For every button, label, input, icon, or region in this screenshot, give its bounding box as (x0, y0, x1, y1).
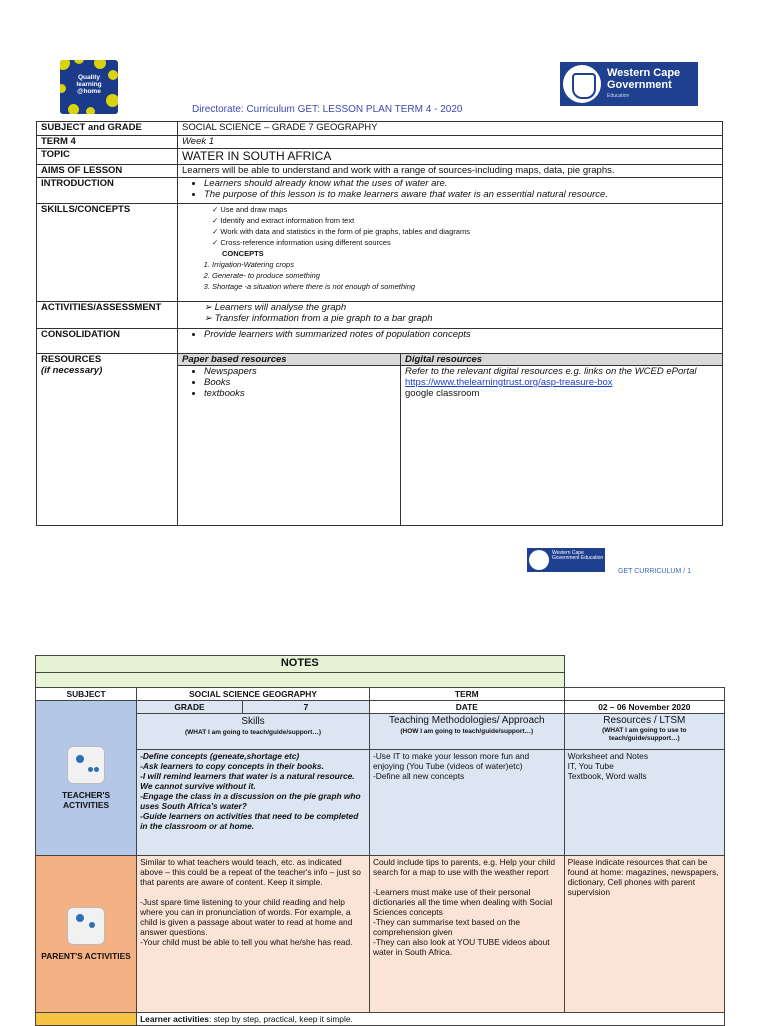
list-item: ✓ Identify and extract information from text (212, 215, 718, 226)
parent-activities-cell: PARENT'S ACTIVITIES (36, 856, 137, 1013)
notes-subject-value: SOCIAL SCIENCE GEOGRAPHY (137, 688, 370, 701)
digital-resources-content: Refer to the relevant digital resources e.g. links on the WCED ePortal https://www.thelearningtrust.org/asp-treasure-box google classroom (401, 366, 723, 526)
treasure-box-link[interactable]: https://www.thelearningtrust.org/asp-treasure-box (405, 377, 613, 388)
teacher-method-cell: -Use IT to make your lesson more fun and enjoying (You Tube (videos of water)etc) -Define all new concepts (369, 750, 564, 856)
consolidation-content (178, 329, 723, 354)
notes-title: NOTES (36, 656, 565, 673)
footer-page-label: GET CURRICULUM / 1 (618, 568, 691, 575)
list-item: ➢ Transfer information from a pie graph to a bar graph (204, 313, 433, 324)
teacher-icon (67, 746, 105, 784)
list-item: • Learners should already know what the uses of water are. (204, 178, 718, 189)
lesson-plan-table (36, 121, 723, 526)
list-item: ➢ Learners will analyse the graph (204, 302, 347, 313)
activities-label: ACTIVITIES/ASSESSMENT (37, 302, 178, 329)
notes-subject-label: SUBJECT (36, 688, 137, 701)
western-cape-logo: Western Cape Government Education (560, 62, 698, 106)
paper-resources-heading: Paper based resources (178, 354, 401, 366)
list-item: 2. Generate- to produce something (212, 270, 718, 281)
parent-child-icon (67, 907, 105, 945)
list-item: ✓ Work with data and statistics in the form of pie graphs, tables and diagrams (212, 226, 718, 237)
list-item: • The purpose of this lesson is to make learners aware that water is an essential natural resource. (204, 189, 718, 200)
list-item: • Provide learners with summarized notes of population concepts (204, 329, 718, 340)
crest-icon (529, 550, 549, 570)
resources-header: Resources / LTSM (WHAT I am going to use to teach/guide/support…) (564, 714, 724, 750)
learner-activities-cell: Learner activities: step by step, practical, keep it simple. (137, 1013, 725, 1026)
list-item: ✓ Use and draw maps (212, 204, 718, 215)
skills-label: SKILLS/CONCEPTS (37, 204, 178, 302)
digital-resources-heading: Digital resources (401, 354, 723, 366)
teacher-activities-cell: TEACHER'S ACTIVITIES (36, 701, 137, 856)
teacher-skills-cell: -Define concepts (geneate,shortage etc) -Ask learners to copy concepts in their books. -I will remind learners that water is a natural resource. We cannot survive without it. -Engage the class in a discussion on the pie graph who uses South Africa's water? -Guide learners on activities that need to be completed in the classroom or at home. (137, 750, 370, 856)
quality-learning-logo (60, 60, 118, 114)
aims-label: AIMS OF LESSON (37, 165, 178, 178)
grade-value: 7 (242, 701, 369, 714)
term-value: Week 1 (178, 136, 723, 149)
topic-value: WATER IN SOUTH AFRICA (178, 149, 723, 165)
skills-header: Skills (WHAT I am going to teach/guide/support…) (137, 714, 370, 750)
activities-content (178, 302, 723, 329)
concepts-heading: CONCEPTS (222, 249, 264, 258)
list-item: ✓ Cross-reference information using different sources (212, 237, 718, 248)
notes-table (35, 655, 725, 1026)
list-item: 3. Shortage -a situation where there is not enough of something (212, 281, 718, 292)
grade-label: GRADE (137, 701, 243, 714)
list-item: • textbooks (204, 388, 396, 399)
footer-logo: Western Cape Government Education (527, 548, 605, 572)
term-label: TERM 4 (37, 136, 178, 149)
parent-skills-cell: Similar to what teachers would teach, etc. as indicated above – this could be a repeat of the teacher's info – just so that parents are aware of content. Keep it simple. -Just spare time listening to your child reading and help where you can in pronunciation of words. For example, a child is given a passage about water to read at home and answer questions. -Your child must be able to tell you what he/she has read. (137, 856, 370, 1013)
subject-value: SOCIAL SCIENCE – GRADE 7 GEOGRAPHY (178, 122, 723, 136)
skills-content (178, 204, 723, 302)
list-item: • Books (204, 377, 396, 388)
notes-term-value (564, 688, 724, 701)
consolidation-label: CONSOLIDATION (37, 329, 178, 354)
date-value: 02 – 06 November 2020 (564, 701, 724, 714)
paper-resources-list (178, 366, 401, 526)
list-item: • Newspapers (204, 366, 396, 377)
method-header: Teaching Methodologies/ Approach (HOW I am going to teach/guide/support…) (369, 714, 564, 750)
quality-logo-text: Quality learning @home (76, 74, 102, 95)
date-label: DATE (369, 701, 564, 714)
topic-label: TOPIC (37, 149, 178, 165)
notes-term-label: TERM (369, 688, 564, 701)
parent-method-cell: Could include tips to parents, e.g. Help your child search for a map to use with the weather report -Learners must make use of their personal dictionaries all the time when dealing with Social Sciences concepts -They can summarise text based on the comprehension given -They can also look at YOU TUBE videos about water in South Africa. (369, 856, 564, 1013)
crest-icon (563, 65, 601, 103)
introduction-content (178, 178, 723, 204)
list-item: 1. Irrigation-Watering crops (212, 259, 718, 270)
teacher-resources-cell: Worksheet and Notes IT, You Tube Textbook, Word walls (564, 750, 724, 856)
aims-value: Learners will be able to understand and work with a range of sources-including maps, data, pie graphs. (178, 165, 723, 178)
subject-label: SUBJECT and GRADE (37, 122, 178, 136)
parent-resources-cell: Please indicate resources that can be found at home: magazines, newspapers, dictionary, Cell phones with parent supervision (564, 856, 724, 1013)
directorate-title: Directorate: Curriculum GET: LESSON PLAN TERM 4 - 2020 (192, 104, 463, 115)
resources-label: RESOURCES (if necessary) (37, 354, 178, 526)
notes-blank-row (36, 673, 565, 688)
introduction-label: INTRODUCTION (37, 178, 178, 204)
